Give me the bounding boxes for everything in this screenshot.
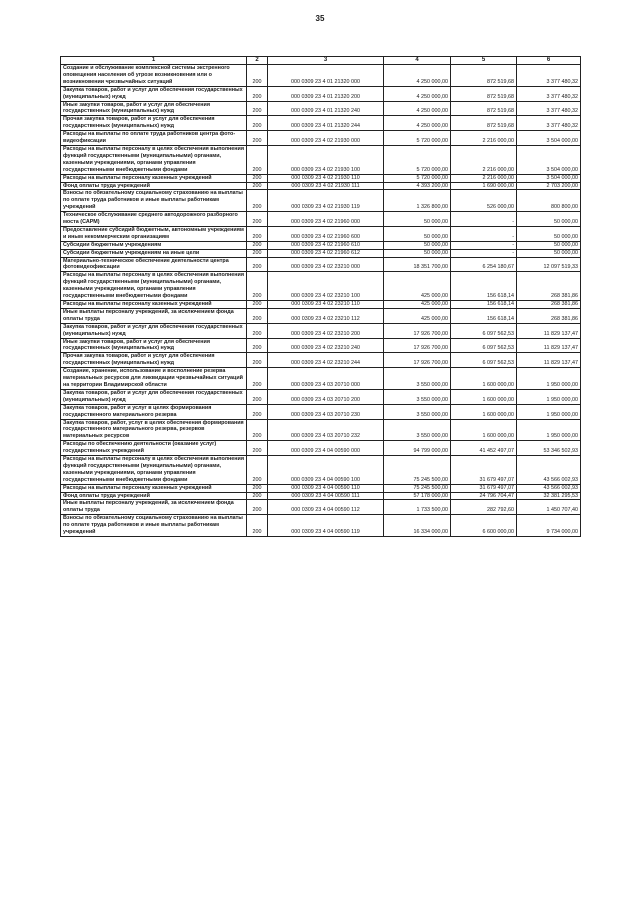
row-fact-cell: 1 600 000,00 <box>451 368 517 390</box>
row-plan-cell: 17 926 700,00 <box>384 338 451 353</box>
row-code-cell: 200 <box>247 241 268 249</box>
row-name-cell: Расходы на выплаты по оплате труда работников центра фото-видеофиксации <box>61 131 247 146</box>
row-fact-cell: 526 000,00 <box>451 190 517 212</box>
row-fact-cell: 41 452 497,07 <box>451 441 517 456</box>
row-fact-cell: 1 690 000,00 <box>451 182 517 190</box>
table-row <box>61 484 581 492</box>
column-header: 3 <box>268 57 384 65</box>
row-code-cell: 200 <box>247 456 268 485</box>
row-kbk-cell: 000 0309 23 4 02 23210 240 <box>268 338 384 353</box>
row-name-cell: Закупка товаров, работ и услуг для обеспечения государственных (муниципальных) нужд <box>61 86 247 101</box>
column-header: 6 <box>517 57 581 65</box>
table-row <box>61 86 581 101</box>
table-row <box>61 323 581 338</box>
row-code-cell: 200 <box>247 65 268 87</box>
row-name-cell: Расходы на выплаты персоналу в целях обеспечения выполнения функций государственными (муниципальными) органами, казенными учреждениями, органами управления государственными внебюджетными фондами <box>61 145 247 174</box>
row-rest-cell: 3 377 480,32 <box>517 86 581 101</box>
row-kbk-cell: 000 0309 23 4 02 21960 000 <box>268 212 384 227</box>
row-rest-cell: 50 000,00 <box>517 212 581 227</box>
row-fact-cell: 2 216 000,00 <box>451 174 517 182</box>
row-plan-cell: 50 000,00 <box>384 212 451 227</box>
row-name-cell: Фонд оплаты труда учреждений <box>61 492 247 500</box>
row-code-cell: 200 <box>247 484 268 492</box>
table-row <box>61 257 581 272</box>
row-rest-cell: 1 950 000,00 <box>517 368 581 390</box>
row-code-cell: 200 <box>247 441 268 456</box>
row-code-cell: 200 <box>247 404 268 419</box>
row-fact-cell: 1 600 000,00 <box>451 404 517 419</box>
table-row <box>61 174 581 182</box>
row-rest-cell: 268 381,86 <box>517 308 581 323</box>
row-kbk-cell: 000 0309 23 4 04 00590 119 <box>268 515 384 537</box>
row-kbk-cell: 000 0309 23 4 02 21960 600 <box>268 226 384 241</box>
table-row <box>61 441 581 456</box>
row-fact-cell: 2 216 000,00 <box>451 145 517 174</box>
row-kbk-cell: 000 0309 23 4 02 21930 111 <box>268 182 384 190</box>
table-row <box>61 492 581 500</box>
table-row <box>61 308 581 323</box>
row-rest-cell: 1 950 000,00 <box>517 389 581 404</box>
row-rest-cell: 50 000,00 <box>517 241 581 249</box>
row-name-cell: Закупка товаров, работ и услуг для обеспечения государственных (муниципальных) нужд <box>61 389 247 404</box>
row-fact-cell: 282 792,60 <box>451 500 517 515</box>
row-kbk-cell: 000 0309 23 4 02 21930 100 <box>268 145 384 174</box>
row-kbk-cell: 000 0309 23 4 02 21930 110 <box>268 174 384 182</box>
row-fact-cell: 156 618,14 <box>451 308 517 323</box>
row-code-cell: 200 <box>247 308 268 323</box>
row-code-cell: 200 <box>247 515 268 537</box>
row-plan-cell: 4 250 000,00 <box>384 65 451 87</box>
row-plan-cell: 94 799 000,00 <box>384 441 451 456</box>
row-code-cell: 200 <box>247 389 268 404</box>
row-fact-cell: 156 618,14 <box>451 272 517 301</box>
row-rest-cell: 3 504 000,00 <box>517 131 581 146</box>
row-plan-cell: 17 926 700,00 <box>384 353 451 368</box>
row-fact-cell: 872 519,68 <box>451 65 517 87</box>
table-row <box>61 419 581 441</box>
table-row <box>61 145 581 174</box>
row-code-cell: 200 <box>247 131 268 146</box>
table-row <box>61 101 581 116</box>
column-header: 1 <box>61 57 247 65</box>
row-kbk-cell: 000 0309 23 4 01 21320 244 <box>268 116 384 131</box>
row-name-cell: Закупка товаров, работ, услуг в целях обеспечения формирования государственного материального резерва, резервов материальных ресурсов <box>61 419 247 441</box>
row-fact-cell: - <box>451 249 517 257</box>
row-name-cell: Иные закупки товаров, работ и услуг для обеспечения государственных (муниципальных) нужд <box>61 338 247 353</box>
row-name-cell: Закупка товаров, работ и услуг в целях формирования государственного материального резерва <box>61 404 247 419</box>
row-name-cell: Фонд оплаты труда учреждений <box>61 182 247 190</box>
row-plan-cell: 5 720 000,00 <box>384 145 451 174</box>
table-row <box>61 456 581 485</box>
table-row <box>61 500 581 515</box>
row-kbk-cell: 000 0309 23 4 01 21320 200 <box>268 86 384 101</box>
row-name-cell: Материально-техническое обеспечение деятельности центра фотовидеофиксации <box>61 257 247 272</box>
row-fact-cell: 6 097 562,53 <box>451 338 517 353</box>
row-plan-cell: 425 000,00 <box>384 301 451 309</box>
row-rest-cell: 3 377 480,32 <box>517 116 581 131</box>
page-number: 35 <box>315 14 325 23</box>
row-rest-cell: 12 097 519,33 <box>517 257 581 272</box>
row-fact-cell: 872 519,68 <box>451 101 517 116</box>
row-rest-cell: 3 504 000,00 <box>517 145 581 174</box>
row-code-cell: 200 <box>247 249 268 257</box>
row-name-cell: Субсидии бюджетным учреждениям на иные цели <box>61 249 247 257</box>
row-plan-cell: 18 351 700,00 <box>384 257 451 272</box>
table-row <box>61 515 581 537</box>
row-rest-cell: 11 829 137,47 <box>517 353 581 368</box>
row-plan-cell: 3 550 000,00 <box>384 404 451 419</box>
row-rest-cell: 43 566 002,93 <box>517 484 581 492</box>
row-rest-cell: 1 950 000,00 <box>517 419 581 441</box>
row-kbk-cell: 000 0309 23 4 02 23210 200 <box>268 323 384 338</box>
row-code-cell: 200 <box>247 492 268 500</box>
row-code-cell: 200 <box>247 212 268 227</box>
row-name-cell: Расходы на выплаты персоналу в целях обеспечения выполнения функций государственными (муниципальными) органами, казенными учреждениями, органами управления государственными внебюджетными фондами <box>61 272 247 301</box>
row-name-cell: Взносы по обязательному социальному страхованию на выплаты по оплате труда работников и иные выплаты работникам учреждений <box>61 515 247 537</box>
row-name-cell: Расходы на выплаты персоналу в целях обеспечения выполнения функций государственными (муниципальными) органами, казенными учреждениями, органами управления государственными внебюджетными фондами <box>61 456 247 485</box>
row-fact-cell: - <box>451 241 517 249</box>
table-row <box>61 182 581 190</box>
row-kbk-cell: 000 0309 23 4 01 21320 000 <box>268 65 384 87</box>
table-row <box>61 241 581 249</box>
row-plan-cell: 16 334 000,00 <box>384 515 451 537</box>
row-rest-cell: 3 504 000,00 <box>517 174 581 182</box>
row-name-cell: Создание и обслуживание комплексной системы экстренного оповещения населения об угрозе возникновения или о возникновении чрезвычайных ситуаций <box>61 65 247 87</box>
row-fact-cell: 6 600 000,00 <box>451 515 517 537</box>
row-rest-cell: 50 000,00 <box>517 249 581 257</box>
row-plan-cell: 17 926 700,00 <box>384 323 451 338</box>
row-plan-cell: 1 326 800,00 <box>384 190 451 212</box>
row-code-cell: 200 <box>247 338 268 353</box>
row-fact-cell: 31 679 497,07 <box>451 456 517 485</box>
row-code-cell: 200 <box>247 86 268 101</box>
table-row <box>61 353 581 368</box>
table-row <box>61 190 581 212</box>
row-kbk-cell: 000 0309 23 4 02 23210 112 <box>268 308 384 323</box>
row-code-cell: 200 <box>247 368 268 390</box>
table-row <box>61 368 581 390</box>
row-name-cell: Иные выплаты персоналу учреждений, за исключением фонда оплаты труда <box>61 500 247 515</box>
row-rest-cell: 1 450 707,40 <box>517 500 581 515</box>
row-plan-cell: 50 000,00 <box>384 249 451 257</box>
table-row <box>61 389 581 404</box>
row-kbk-cell: 000 0309 23 4 02 23210 244 <box>268 353 384 368</box>
row-plan-cell: 5 720 000,00 <box>384 131 451 146</box>
row-plan-cell: 5 720 000,00 <box>384 174 451 182</box>
row-code-cell: 200 <box>247 145 268 174</box>
table-row <box>61 338 581 353</box>
row-fact-cell: 24 796 704,47 <box>451 492 517 500</box>
row-kbk-cell: 000 0309 23 4 04 00590 112 <box>268 500 384 515</box>
row-plan-cell: 425 000,00 <box>384 272 451 301</box>
row-kbk-cell: 000 0309 23 4 04 00590 000 <box>268 441 384 456</box>
row-code-cell: 200 <box>247 301 268 309</box>
row-rest-cell: 1 950 000,00 <box>517 404 581 419</box>
row-plan-cell: 4 250 000,00 <box>384 86 451 101</box>
row-code-cell: 200 <box>247 323 268 338</box>
table-row <box>61 212 581 227</box>
row-code-cell: 200 <box>247 257 268 272</box>
row-kbk-cell: 000 0309 23 4 02 21930 119 <box>268 190 384 212</box>
row-code-cell: 200 <box>247 419 268 441</box>
row-kbk-cell: 000 0309 23 4 03 20710 000 <box>268 368 384 390</box>
row-fact-cell: 6 254 180,67 <box>451 257 517 272</box>
column-number-row <box>61 57 581 65</box>
row-kbk-cell: 000 0309 23 4 02 21930 000 <box>268 131 384 146</box>
row-fact-cell: - <box>451 212 517 227</box>
column-header: 4 <box>384 57 451 65</box>
row-fact-cell: 2 216 000,00 <box>451 131 517 146</box>
row-kbk-cell: 000 0309 23 4 03 20710 232 <box>268 419 384 441</box>
row-code-cell: 200 <box>247 353 268 368</box>
row-rest-cell: 2 703 200,00 <box>517 182 581 190</box>
row-fact-cell: 872 519,68 <box>451 86 517 101</box>
row-rest-cell: 9 734 000,00 <box>517 515 581 537</box>
row-kbk-cell: 000 0309 23 4 04 00590 111 <box>268 492 384 500</box>
table-row <box>61 404 581 419</box>
row-kbk-cell: 000 0309 23 4 02 23210 100 <box>268 272 384 301</box>
row-code-cell: 200 <box>247 272 268 301</box>
row-code-cell: 200 <box>247 174 268 182</box>
row-code-cell: 200 <box>247 500 268 515</box>
row-name-cell: Иные выплаты персоналу учреждений, за исключением фонда оплаты труда <box>61 308 247 323</box>
column-header: 2 <box>247 57 268 65</box>
row-kbk-cell: 000 0309 23 4 02 21960 610 <box>268 241 384 249</box>
row-name-cell: Иные закупки товаров, работ и услуг для обеспечения государственных (муниципальных) нужд <box>61 101 247 116</box>
row-plan-cell: 1 733 500,00 <box>384 500 451 515</box>
row-name-cell: Взносы по обязательному социальному страхованию на выплаты по оплате труда работников и иные выплаты работникам учреждений <box>61 190 247 212</box>
row-plan-cell: 3 550 000,00 <box>384 368 451 390</box>
table-row <box>61 226 581 241</box>
row-name-cell: Расходы по обеспечению деятельности (оказание услуг) государственных учреждений <box>61 441 247 456</box>
row-plan-cell: 75 245 500,00 <box>384 456 451 485</box>
column-header: 5 <box>451 57 517 65</box>
row-plan-cell: 4 393 200,00 <box>384 182 451 190</box>
row-rest-cell: 50 000,00 <box>517 226 581 241</box>
row-kbk-cell: 000 0309 23 4 04 00590 110 <box>268 484 384 492</box>
row-code-cell: 200 <box>247 101 268 116</box>
row-plan-cell: 57 178 000,00 <box>384 492 451 500</box>
row-name-cell: Субсидии бюджетным учреждениям <box>61 241 247 249</box>
row-plan-cell: 425 000,00 <box>384 308 451 323</box>
row-kbk-cell: 000 0309 23 4 03 20710 200 <box>268 389 384 404</box>
row-kbk-cell: 000 0309 23 4 01 21320 240 <box>268 101 384 116</box>
row-code-cell: 200 <box>247 182 268 190</box>
row-kbk-cell: 000 0309 23 4 03 20710 230 <box>268 404 384 419</box>
row-fact-cell: 31 679 497,07 <box>451 484 517 492</box>
row-kbk-cell: 000 0309 23 4 04 00590 100 <box>268 456 384 485</box>
row-name-cell: Создание, хранение, использование и восполнение резерва материальных ресурсов для ликвидации чрезвычайных ситуаций на территории Владимирской области <box>61 368 247 390</box>
row-rest-cell: 800 800,00 <box>517 190 581 212</box>
row-rest-cell: 11 829 137,47 <box>517 338 581 353</box>
row-plan-cell: 4 250 000,00 <box>384 116 451 131</box>
row-plan-cell: 3 550 000,00 <box>384 419 451 441</box>
row-rest-cell: 3 377 480,32 <box>517 101 581 116</box>
row-fact-cell: 1 600 000,00 <box>451 389 517 404</box>
row-rest-cell: 268 381,86 <box>517 272 581 301</box>
row-rest-cell: 43 566 002,93 <box>517 456 581 485</box>
row-rest-cell: 268 381,86 <box>517 301 581 309</box>
row-code-cell: 200 <box>247 226 268 241</box>
row-fact-cell: 6 097 562,53 <box>451 323 517 338</box>
row-rest-cell: 11 829 137,47 <box>517 323 581 338</box>
row-plan-cell: 4 250 000,00 <box>384 101 451 116</box>
row-name-cell: Прочая закупка товаров, работ и услуг для обеспечения государственных (муниципальных) нужд <box>61 353 247 368</box>
row-fact-cell: - <box>451 226 517 241</box>
table-row <box>61 249 581 257</box>
row-plan-cell: 75 245 500,00 <box>384 484 451 492</box>
row-rest-cell: 32 381 295,53 <box>517 492 581 500</box>
row-name-cell: Расходы на выплаты персоналу казенных учреждений <box>61 301 247 309</box>
row-name-cell: Предоставление субсидий бюджетным, автономным учреждениям и иным некоммерческим организациям <box>61 226 247 241</box>
table-row <box>61 65 581 87</box>
row-plan-cell: 3 550 000,00 <box>384 389 451 404</box>
row-rest-cell: 3 377 480,32 <box>517 65 581 87</box>
row-name-cell: Закупка товаров, работ и услуг для обеспечения государственных (муниципальных) нужд <box>61 323 247 338</box>
row-fact-cell: 6 097 562,53 <box>451 353 517 368</box>
table-row <box>61 131 581 146</box>
row-name-cell: Прочая закупка товаров, работ и услуг для обеспечения государственных (муниципальных) нужд <box>61 116 247 131</box>
row-fact-cell: 872 519,68 <box>451 116 517 131</box>
row-rest-cell: 53 346 502,93 <box>517 441 581 456</box>
row-plan-cell: 50 000,00 <box>384 226 451 241</box>
row-code-cell: 200 <box>247 116 268 131</box>
budget-execution-table <box>60 56 581 537</box>
row-name-cell: Расходы на выплаты персоналу казенных учреждений <box>61 484 247 492</box>
row-fact-cell: 1 600 000,00 <box>451 419 517 441</box>
row-code-cell: 200 <box>247 190 268 212</box>
table-row <box>61 301 581 309</box>
table-row <box>61 116 581 131</box>
table-row <box>61 272 581 301</box>
row-name-cell: Расходы на выплаты персоналу казенных учреждений <box>61 174 247 182</box>
row-kbk-cell: 000 0309 23 4 02 21960 612 <box>268 249 384 257</box>
row-kbk-cell: 000 0309 23 4 02 23210 000 <box>268 257 384 272</box>
row-fact-cell: 156 618,14 <box>451 301 517 309</box>
row-plan-cell: 50 000,00 <box>384 241 451 249</box>
row-name-cell: Техническое обслуживание среднего автодорожного разборного моста (САРМ) <box>61 212 247 227</box>
row-kbk-cell: 000 0309 23 4 02 23210 110 <box>268 301 384 309</box>
